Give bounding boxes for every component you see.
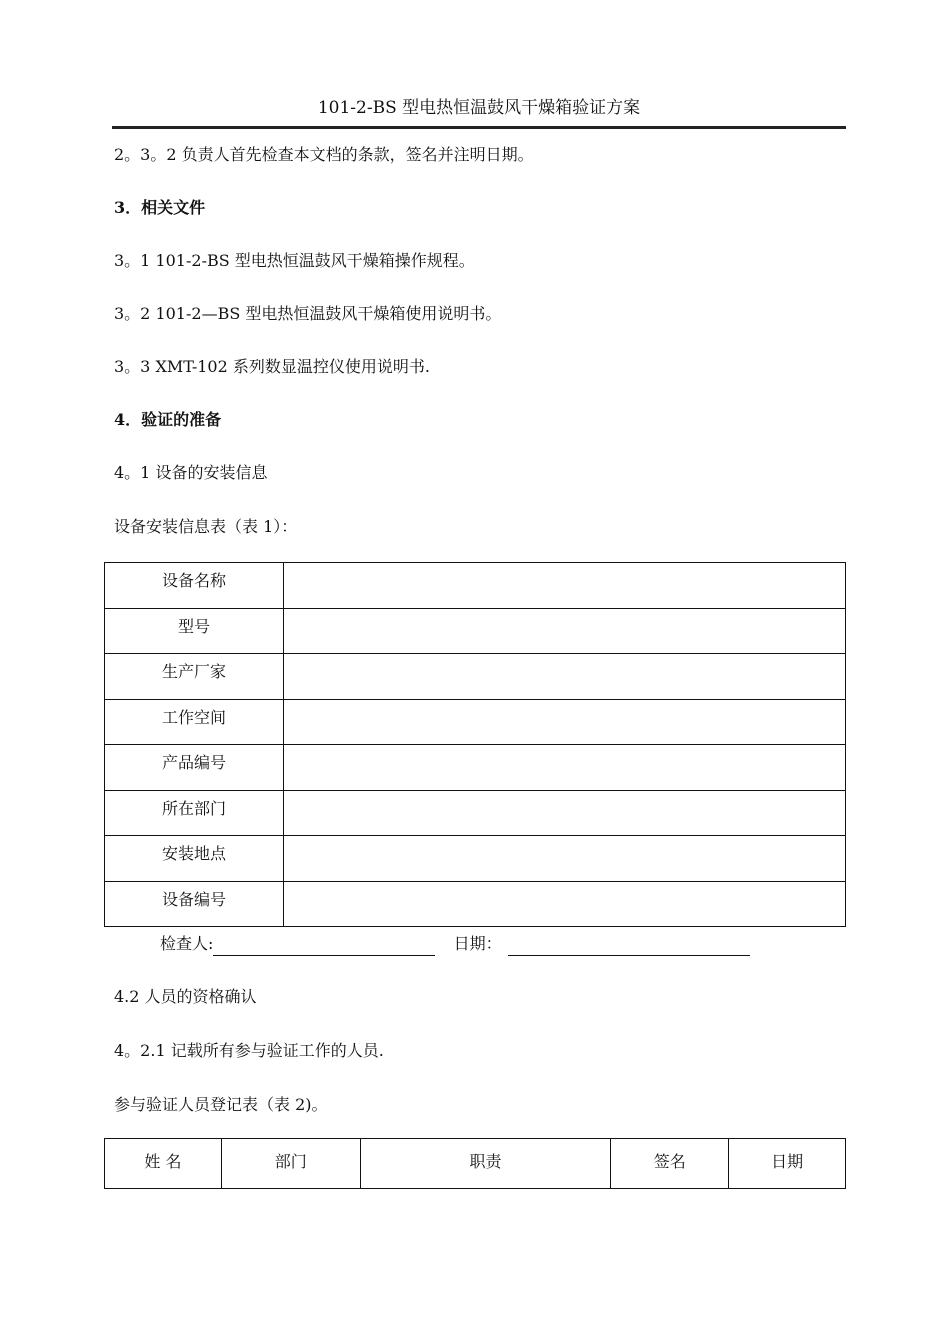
page-title: 101-2-BS 型电热恒温鼓风干燥箱验证方案	[317, 98, 641, 118]
table-header-row	[105, 1139, 846, 1189]
paragraph-3-3: 3。3 XMT-102 系列数显温控仪使用说明书.	[114, 357, 430, 376]
table-label-cell: 型号	[105, 608, 284, 654]
column-header-department: 部门	[221, 1139, 360, 1189]
checker-label: 检查人:	[160, 934, 214, 953]
personnel-register-table	[104, 1138, 846, 1189]
table-label-cell: 设备名称	[105, 563, 284, 609]
paragraph-4-2-1: 4。2.1 记载所有参与验证工作的人员.	[114, 1041, 384, 1060]
column-header-duty: 职责	[360, 1139, 611, 1189]
checker-signature-line[interactable]	[213, 935, 435, 956]
table-row	[105, 654, 846, 700]
table-label-cell: 设备编号	[105, 881, 284, 927]
column-header-name: 姓 名	[105, 1139, 222, 1189]
table-row	[105, 699, 846, 745]
table-row	[105, 608, 846, 654]
signoff-row	[160, 932, 750, 956]
column-header-signature: 签名	[611, 1139, 729, 1189]
paragraph-2-3-2: 2。3。2 负责人首先检查本文档的条款，签名并注明日期。	[114, 145, 534, 164]
column-header-date: 日期	[729, 1139, 846, 1189]
paragraph-3-2: 3。2 101-2—BS 型电热恒温鼓风干燥箱使用说明书。	[114, 304, 502, 323]
table-value-cell[interactable]	[284, 881, 846, 927]
table-row	[105, 881, 846, 927]
paragraph-4-1: 4。1 设备的安装信息	[114, 463, 268, 482]
table-label-cell: 安装地点	[105, 836, 284, 882]
table-value-cell[interactable]	[284, 745, 846, 791]
equipment-install-table	[104, 562, 846, 927]
table-row	[105, 745, 846, 791]
table-value-cell[interactable]	[284, 699, 846, 745]
paragraph-4-2: 4.2 人员的资格确认	[114, 987, 257, 1006]
table-row	[105, 563, 846, 609]
paragraph-3-1: 3。1 101-2-BS 型电热恒温鼓风干燥箱操作规程。	[114, 251, 475, 270]
table-value-cell[interactable]	[284, 608, 846, 654]
table2-caption: 参与验证人员登记表（表 2)。	[114, 1095, 328, 1114]
section-3-heading: 3．相关文件	[114, 198, 206, 217]
table-value-cell[interactable]	[284, 790, 846, 836]
header-rule	[112, 126, 846, 129]
date-signature-line[interactable]	[508, 935, 750, 956]
table-label-cell: 产品编号	[105, 745, 284, 791]
table1-caption: 设备安装信息表（表 1）：	[114, 517, 298, 536]
table-label-cell: 生产厂家	[105, 654, 284, 700]
table-label-cell: 所在部门	[105, 790, 284, 836]
table-value-cell[interactable]	[284, 836, 846, 882]
section-4-heading: 4．验证的准备	[114, 410, 222, 429]
table-label-cell: 工作空间	[105, 699, 284, 745]
date-label: 日期：	[453, 934, 502, 953]
table-row	[105, 790, 846, 836]
table-row	[105, 836, 846, 882]
table-value-cell[interactable]	[284, 654, 846, 700]
table-value-cell[interactable]	[284, 563, 846, 609]
